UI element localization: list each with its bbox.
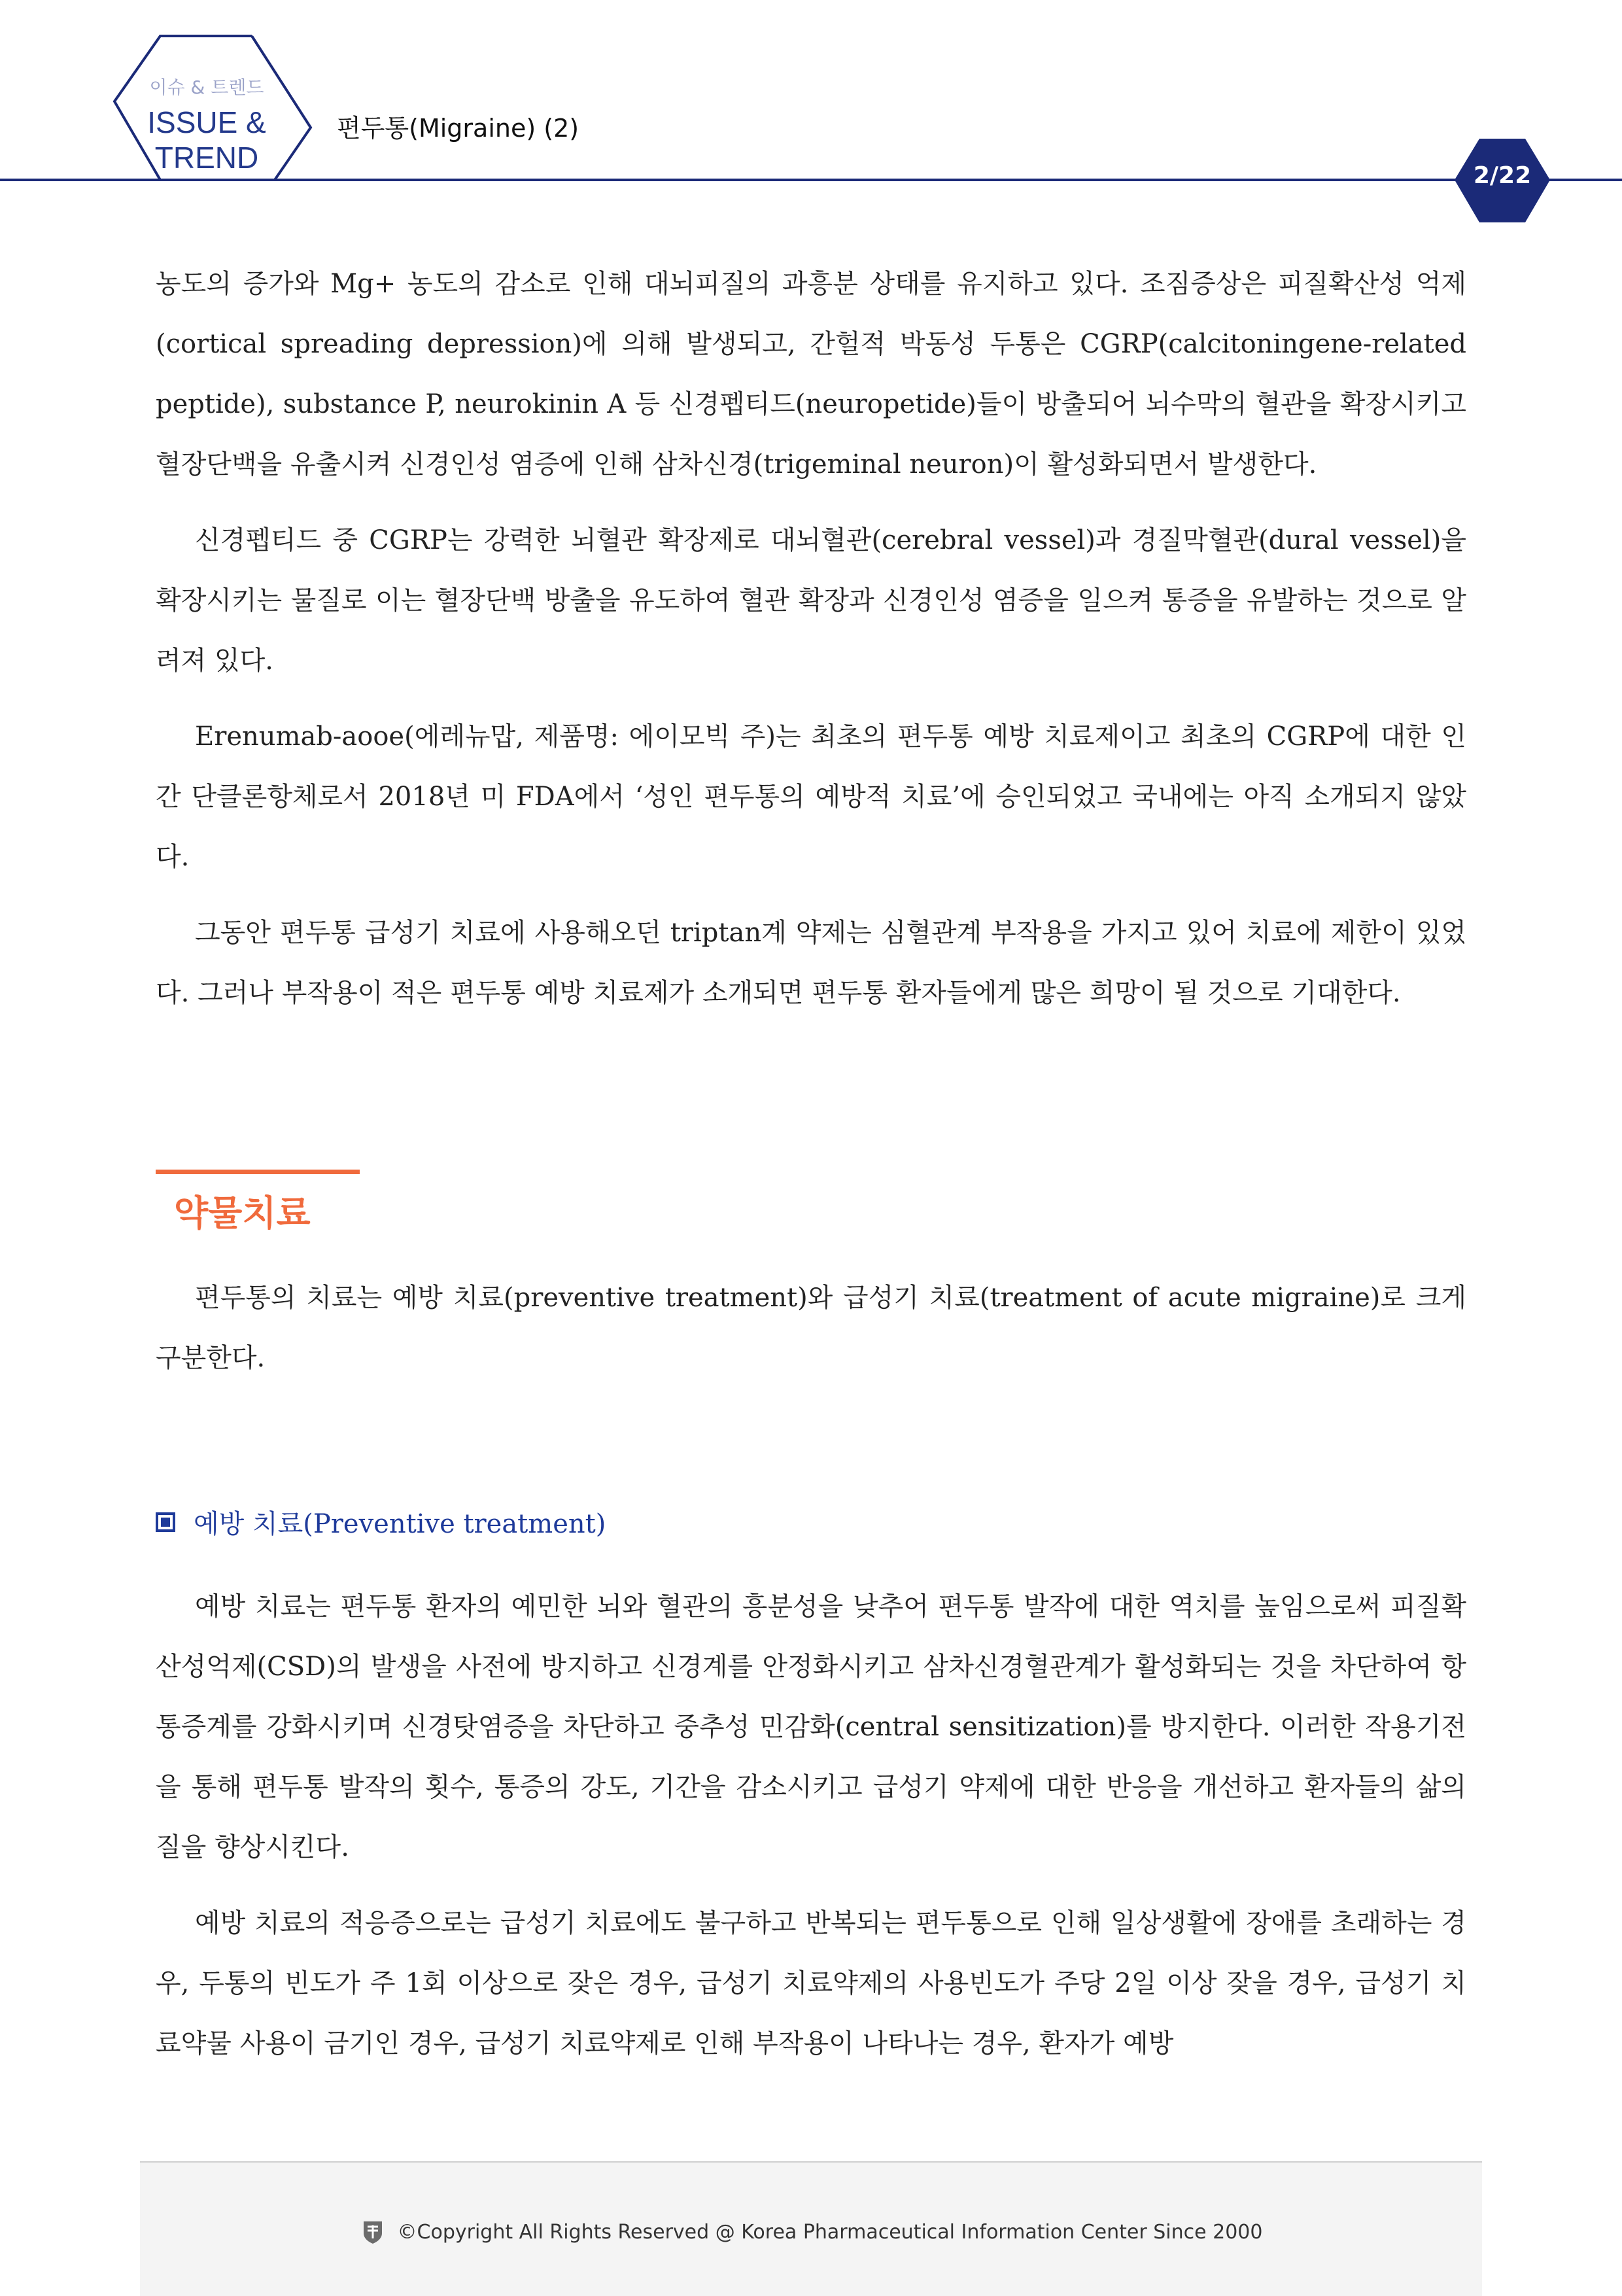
document-title: 편두통(Migraine) (2) bbox=[337, 114, 579, 143]
header-category-en bbox=[128, 105, 285, 175]
subsection-title: 예방 치료(Preventive treatment) bbox=[194, 1509, 606, 1539]
paragraph-4: 그동안 편두통 급성기 치료에 사용해오던 triptan계 약제는 심혈관계 부작용을 가지고 있어 치료에 제한이 있었다. 그러나 부작용이 적은 편두통 예방 치료제가 소개되면 편두통 환자들에게 많은 희망이 될 것으로 기대한다. bbox=[156, 918, 1466, 1008]
section-intro-block bbox=[156, 1268, 1466, 1404]
subsection-body bbox=[156, 1576, 1466, 2089]
header-category-en-line2: TREND bbox=[154, 141, 259, 175]
body-top bbox=[156, 254, 1466, 1039]
paragraph-2: 신경펩티드 중 CGRP는 강력한 뇌혈관 확장제로 대뇌혈관(cerebral vessel)과 경질막혈관(dural vessel)을 확장시키는 물질로 이는 혈장단백 방출을 유도하여 혈관 확장과 신경인성 염증을 일으켜 통증을 유발하는 것으로 알려져 있다. bbox=[156, 525, 1466, 676]
section-title: 약물치료 bbox=[174, 1192, 311, 1234]
square-bullet-icon bbox=[156, 1512, 175, 1532]
shield-logo-icon bbox=[360, 2219, 386, 2245]
subsection-paragraph-2: 예방 치료의 적응증으로는 급성기 치료에도 불구하고 반복되는 편두통으로 인해 일상생활에 장애를 초래하는 경우, 두통의 빈도가 주 1회 이상으로 잦은 경우, 급성기 치료약제의 사용빈도가 주당 2일 이상 잦을 경우, 급성기 치료약물 사용이 금기인 경우, 급성기 치료약제로 인해 부작용이 나타나는 경우, 환자가 예방 bbox=[156, 1908, 1466, 2059]
footer bbox=[140, 2161, 1482, 2296]
section-intro: 편두통의 치료는 예방 치료(preventive treatment)와 급성기 치료(treatment of acute migraine)로 크게 구분한다. bbox=[156, 1283, 1466, 1373]
section-accent-bar bbox=[156, 1170, 360, 1174]
footer-content bbox=[140, 2219, 1482, 2245]
paragraph-3: Erenumab-aooe(에레뉴맙, 제품명: 에이모빅 주)는 최초의 편두통 예방 치료제이고 최초의 CGRP에 대한 인간 단클론항체로서 2018년 미 FDA에서 ‘성인 편두통의 예방적 치료’에 승인되었고 국내에는 아직 소개되지 않았다. bbox=[156, 722, 1466, 872]
paragraph-1: 농도의 증가와 Mg+ 농도의 감소로 인해 대뇌피질의 과흥분 상태를 유지하고 있다. 조짐증상은 피질확산성 억제(cortical spreading depression)에 의해 발생되고, 간헐적 박동성 두통은 CGRP(calcitoningene-related peptide), substance P, neurokinin A 등 신경펩티드(neuropetide)들이 방출되어 뇌수막의 혈관을 확장시키고 혈장단백을 유출시켜 신경인성 염증에 인해 삼차신경(trigeminal neuron)이 활성화되면서 발생한다. bbox=[156, 269, 1466, 479]
header-category-ko: 이슈 & 트렌드 bbox=[149, 77, 264, 98]
copyright-text: ©Copyright All Rights Reserved @ Korea Pharmaceutical Information Center Since 2000 bbox=[397, 2220, 1263, 2244]
subsection-heading bbox=[156, 1503, 606, 1540]
subsection-paragraph-1: 예방 치료는 편두통 환자의 예민한 뇌와 혈관의 흥분성을 낮추어 편두통 발작에 대한 역치를 높임으로써 피질확산성억제(CSD)의 발생을 사전에 방지하고 신경계를 안정화시키고 삼차신경혈관계가 활성화되는 것을 차단하여 항통증계를 강화시키며 신경탓염증을 차단하고 중추성 민감화(central sensitization)를 방지한다. 이러한 작용기전을 통해 편두통 발작의 횟수, 통증의 강도, 기간을 감소시키고 급성기 약제에 대한 반응을 개선하고 환자들의 삶의 질을 향상시킨다. bbox=[156, 1592, 1466, 1862]
page-number: 2/22 bbox=[1473, 162, 1532, 189]
header-category-en-line1: ISSUE & bbox=[147, 105, 266, 139]
